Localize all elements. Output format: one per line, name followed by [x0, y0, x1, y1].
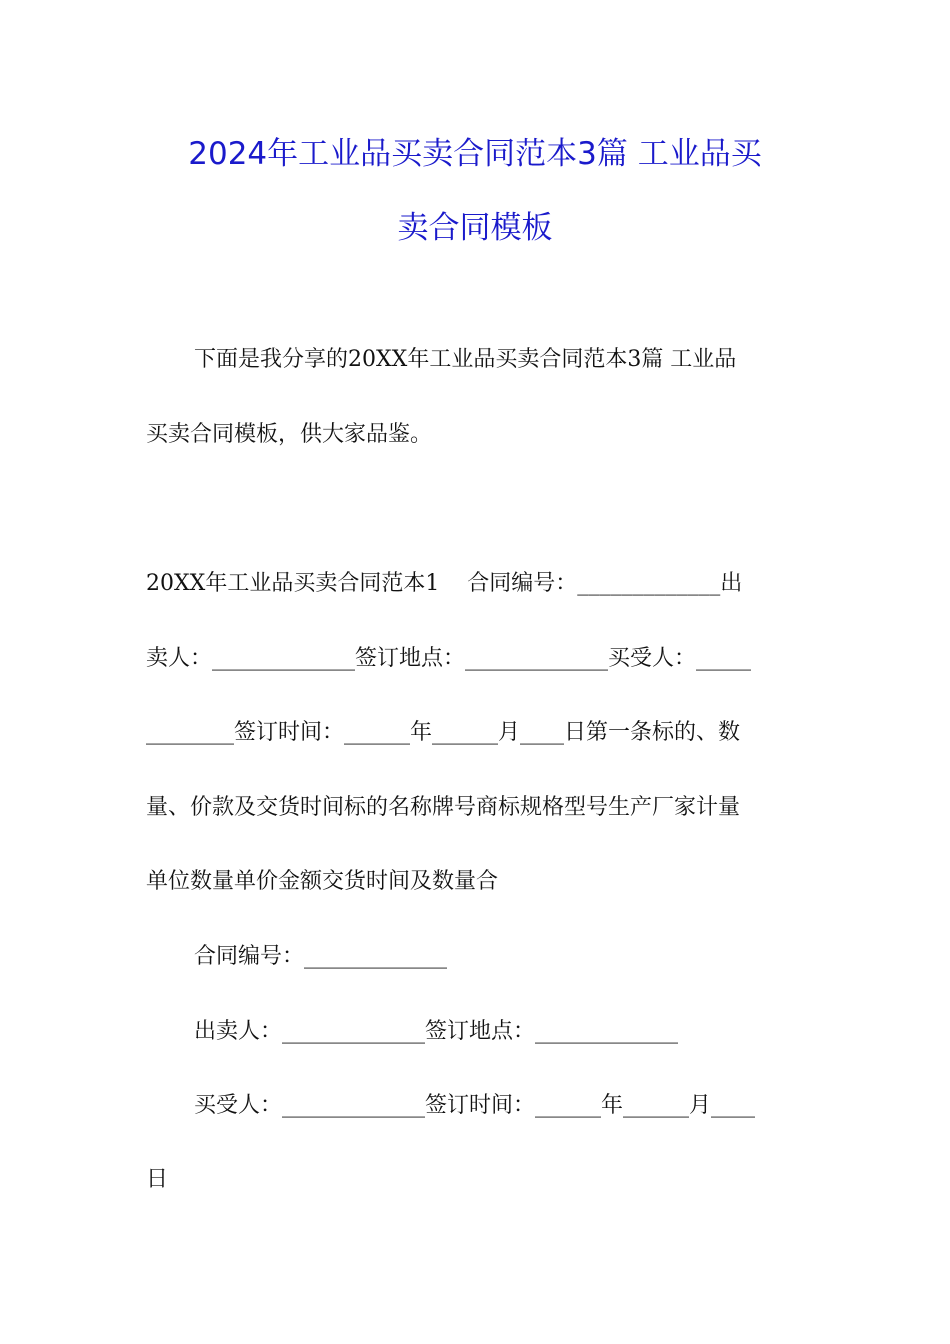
field-buyer-time: 买受人：_____________签订时间：______年______月____ — [194, 1093, 756, 1118]
section1-line-1: 20XX年工业品买卖合同范本1 合同编号：_____________出 — [146, 571, 743, 596]
section1-line-3: ________签订时间：______年______月____日第一条标的、数 — [146, 720, 741, 745]
intro-line-2: 买卖合同模板，供大家品鉴。 — [146, 422, 433, 447]
section1-line-5: 单位数量单价金额交货时间及数量合 — [146, 869, 499, 894]
field-seller-place: 出卖人：_____________签订地点：_____________ — [194, 1019, 679, 1044]
document-title-line-2: 卖合同模板 — [397, 210, 553, 246]
section1-line-2: 卖人：_____________签订地点：_____________买受人：_____ — [146, 646, 752, 671]
document-title-line-1: 2024年工业品买卖合同范本3篇 工业品买 — [188, 136, 762, 172]
intro-line-1: 下面是我分享的20XX年工业品买卖合同范本3篇 工业品 — [194, 347, 737, 372]
field-contract-number: 合同编号：_____________ — [194, 944, 448, 969]
section1-line-4: 量、价款及交货时间标的名称牌号商标规格型号生产厂家计量 — [146, 795, 741, 820]
field-day: 日 — [146, 1167, 169, 1192]
